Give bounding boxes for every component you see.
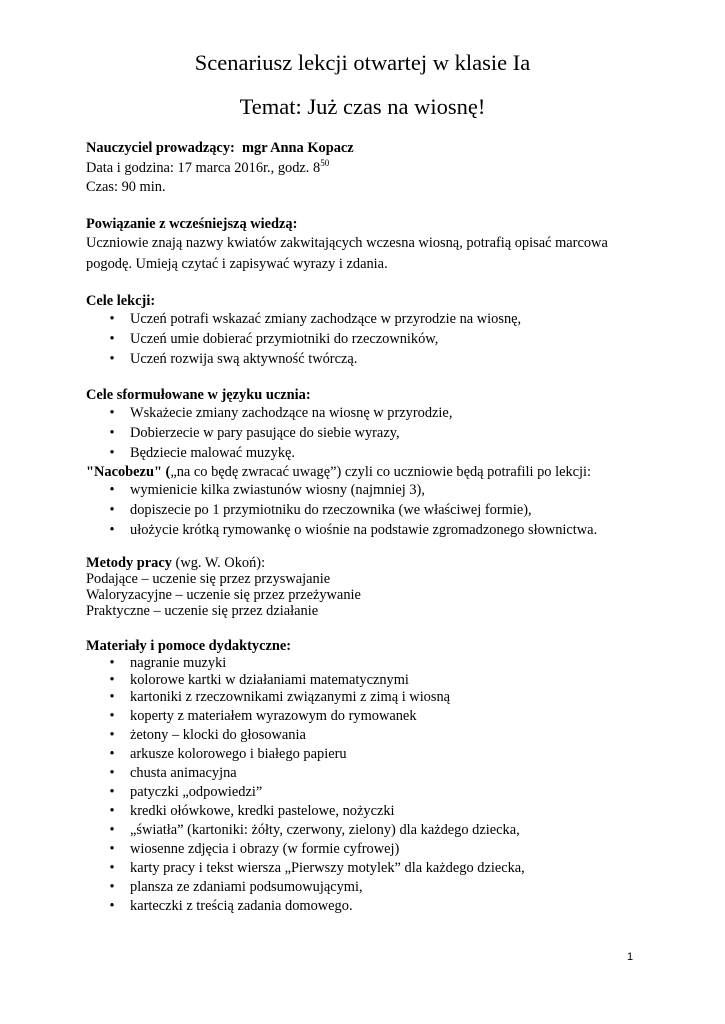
nacobezu-label: "Nacobezu" ( <box>86 464 171 480</box>
method-line: Praktyczne – uczenie się przez działanie <box>86 603 319 619</box>
teacher-line <box>86 140 354 157</box>
bullet-icon: • <box>109 502 115 518</box>
prior-knowledge-text-1: Uczniowie znają nazwy kwiatów zakwitających wczesna wiosną, potrafią opisać marcowa <box>86 235 608 251</box>
bullet-icon: • <box>109 672 115 688</box>
list-item: • kartoniki z rzeczownikami związanymi z zimą i wiosną <box>0 689 525 708</box>
bullet-icon: • <box>109 822 115 838</box>
methods-heading-line <box>86 555 265 572</box>
bullet-icon: • <box>109 841 115 857</box>
bullet-icon: • <box>109 311 115 327</box>
list-item: • wiosenne zdjęcia i obrazy (w formie cyfrowej) <box>0 841 525 860</box>
list-item: • Dobierzecie w pary pasujące do siebie wyrazy, <box>0 425 452 445</box>
lesson-topic: Temat: Już czas na wiosnę! <box>239 94 486 119</box>
list-item: • wymienicie kilka zwiastunów wiosny (najmniej 3), <box>0 482 597 502</box>
list-item: • kolorowe kartki w działaniami matematycznymi <box>0 672 525 689</box>
student-goals-heading: Cele sformułowane w języku ucznia: <box>86 387 311 403</box>
list-item: • plansza ze zdaniami podsumowującymi, <box>0 879 525 898</box>
teacher-name: mgr Anna Kopacz <box>242 140 354 156</box>
methods-heading: Metody pracy <box>86 555 172 571</box>
time-minutes: 50 <box>320 158 330 169</box>
bullet-icon: • <box>109 351 115 367</box>
method-line: Podające – uczenie się przez przyswajanie <box>86 571 331 587</box>
datetime-text: Data i godzina: 17 marca 2016r., godz. 8 <box>86 160 321 176</box>
bullet-icon: • <box>109 765 115 781</box>
bullet-icon: • <box>109 689 115 705</box>
prior-knowledge-heading: Powiązanie z wcześniejszą wiedzą: <box>86 216 298 232</box>
list-item: • nagranie muzyki <box>0 655 525 672</box>
list-item: • Uczeń rozwija swą aktywność twórczą. <box>0 351 521 371</box>
goals-heading: Cele lekcji: <box>86 293 156 309</box>
student-goals-list <box>0 405 452 465</box>
list-item: • chusta animacyjna <box>0 765 525 784</box>
list-item: • dopiszecie po 1 przymiotniku do rzeczownika (we właściwej formie), <box>0 502 597 522</box>
list-item: • Uczeń umie dobierać przymiotniki do rzeczowników, <box>0 331 521 351</box>
list-item: • ułożycie krótką rymowankę o wiośnie na podstawie zgromadzonego słownictwa. <box>0 522 597 542</box>
list-item: • koperty z materiałem wyrazowym do rymowanek <box>0 708 525 727</box>
list-item: • patyczki „odpowiedzi” <box>0 784 525 803</box>
bullet-icon: • <box>109 655 115 671</box>
nacobezu-text: „na co będę zwracać uwagę”) czyli co uczniowie będą potrafili po lekcji: <box>170 464 592 480</box>
nacobezu-line <box>86 464 591 481</box>
method-line: Waloryzacyjne – uczenie się przez przeżywanie <box>86 587 361 603</box>
list-item: • żetony – klocki do głosowania <box>0 727 525 746</box>
bullet-icon: • <box>109 445 115 461</box>
bullet-icon: • <box>109 405 115 421</box>
duration-line: Czas: 90 min. <box>86 179 166 195</box>
goals-list <box>0 311 521 371</box>
bullet-icon: • <box>109 727 115 743</box>
materials-heading: Materiały i pomoce dydaktyczne: <box>86 638 292 654</box>
datetime-line <box>86 160 329 177</box>
bullet-icon: • <box>109 482 115 498</box>
bullet-icon: • <box>109 898 115 914</box>
list-item: • kredki ołówkowe, kredki pastelowe, nożyczki <box>0 803 525 822</box>
prior-knowledge-text-2: pogodę. Umieją czytać i zapisywać wyrazy i zdania. <box>86 256 388 272</box>
nacobezu-list <box>0 482 597 542</box>
materials-list <box>0 655 525 917</box>
page-number: 1 <box>627 951 634 963</box>
list-item: • „światła” (kartoniki: żółty, czerwony, zielony) dla każdego dziecka, <box>0 822 525 841</box>
bullet-icon: • <box>109 860 115 876</box>
bullet-icon: • <box>109 331 115 347</box>
list-item: • karteczki z treścią zadania domowego. <box>0 898 525 917</box>
bullet-icon: • <box>109 784 115 800</box>
bullet-icon: • <box>109 708 115 724</box>
bullet-icon: • <box>109 803 115 819</box>
teacher-label: Nauczyciel prowadzący: <box>86 140 235 156</box>
list-item: • Uczeń potrafi wskazać zmiany zachodzące w przyrodzie na wiosnę, <box>0 311 521 331</box>
bullet-icon: • <box>109 425 115 441</box>
bullet-icon: • <box>109 879 115 895</box>
methods-source: (wg. W. Okoń): <box>171 555 266 571</box>
list-item: • Będziecie malować muzykę. <box>0 445 452 465</box>
list-item: • Wskażecie zmiany zachodzące na wiosnę w przyrodzie, <box>0 405 452 425</box>
list-item: • karty pracy i tekst wiersza „Pierwszy motylek” dla każdego dziecka, <box>0 860 525 879</box>
bullet-icon: • <box>109 522 115 538</box>
list-item: • arkusze kolorowego i białego papieru <box>0 746 525 765</box>
document-title: Scenariusz lekcji otwartej w klasie Ia <box>194 50 531 75</box>
bullet-icon: • <box>109 746 115 762</box>
